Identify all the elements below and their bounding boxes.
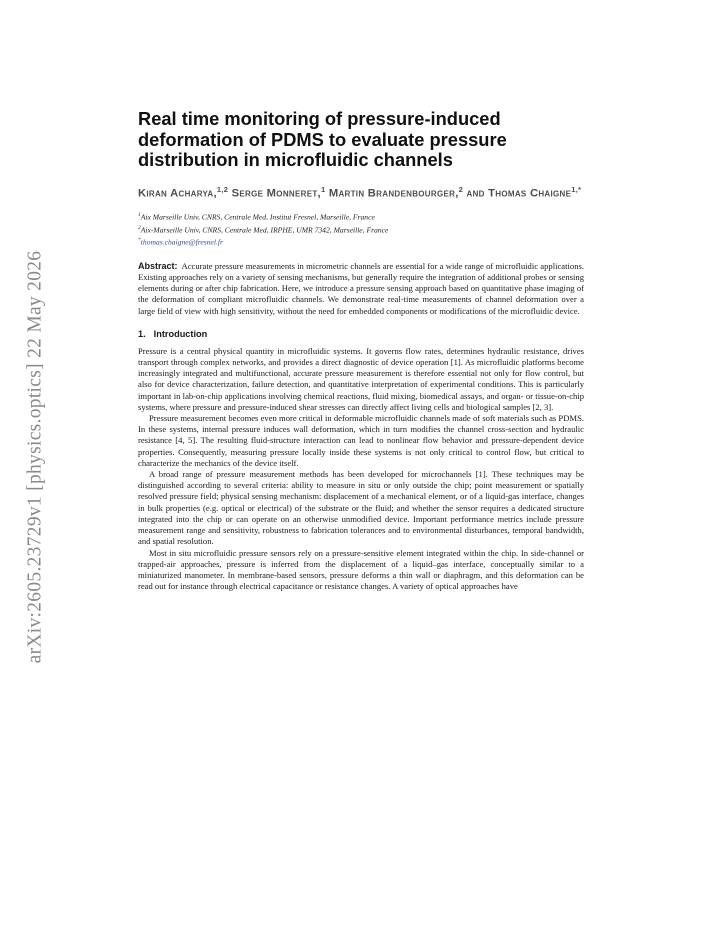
affiliations [138,210,584,248]
corresponding-mark: * [138,237,141,244]
affiliation-line [138,210,584,223]
section-title: Introduction [153,328,208,339]
body-paragraph: Most in situ microfluidic pressure sensors rely on a pressure-sensitive element integrated within the chip. In side-channel or trapped-air approaches, pressure is inferred from the displacement of a liquid–gas interface, conceptually similar to a miniaturized manometer. In membrane-based sensors, pressure deforms a thin wall or diaphragm, and this deformation can be read out for instance through electrical capacitance or resistance changes. A variety of optical approaches have [138,547,584,592]
body-paragraph: A broad range of pressure measurement methods has been developed for microchannels [1]. These techniques may be distinguished according to several criteria: ability to measure in situ or only outside the chip; point measurement or spatially resolved pressure field; physical sensing mechanism: displacement of a mechanical element, or of a liquid-gas interface, changes in bulk properties (e.g. optical or electrical) of the substrate or the fluid; and whether the sensor requires a dedicated structure integrated into the chip or can operate on an otherwise unmodified device. Important performance metrics include pressure measurement range and sensitivity, robustness to fabrication tolerances and to environmental disturbances, temporal bandwidth, and spatial resolution. [138,469,584,547]
section-heading [138,329,584,339]
section-number: 1. [138,328,146,339]
affiliation-text: Aix Marseille Univ, CNRS, Centrale Med, Institut Fresnel, Marseille, France [140,212,375,222]
corresponding-email[interactable] [138,235,584,248]
paper-page [138,109,584,592]
author-list [138,182,584,202]
abstract-text: Accurate pressure measurements in micrometric channels are essential for a wide range of microfluidic applications. Existing approaches rely on a variety of sensing mechanisms, but generally require the integration of additional probes or sensing elements during or after chip fabrication. Here, we introduce a pressure sensing approach based on quantitative phase imaging of the deformation of compliant microfluidic channels. We demonstrate real-time measurements of channel deformation over a large field of view with high sensitivity, without the need for embedded components or modifications of the microfluidic device. [138,260,584,316]
author-affiliation-mark: 1,2 [216,184,229,194]
abstract-label: Abstract: [138,260,178,271]
author-name: Martin Brandenbourger, [325,187,459,200]
body-paragraph: Pressure measurement becomes even more critical in deformable microfluidic channels made of soft materials such as PDMS. In these systems, internal pressure induces wall deformation, which in turn modifies the channel cross-section and hydraulic resistance [4, 5]. The resulting fluid-structure interaction can lead to nonlinear flow behavior and pressure-dependent device properties. Consequently, measuring pressure locally inside these systems is not only critical to control flow, but critical to characterize the mechanics of the device itself. [138,413,584,468]
abstract [138,261,584,317]
body-paragraph: Pressure is a central physical quantity in microfluidic systems. It governs flow rates, determines hydraulic resistance, drives transport through complex networks, and provides a direct diagnostic of device operation [1]. As microfluidic platforms become increasingly integrated and multifunctional, accurate pressure measurement is therefore essential not only for flow control, but also for device characterization, failure detection, and quantitative interpretation of experimental conditions. This is particularly important in lab-on-chip applications involving chemical reactions, fluid mixing, biomedical assays, and organ- or tissue-on-chip systems, where pressure and pressure-induced shear stresses can directly affect living cells and biological samples [2, 3]. [138,345,584,412]
author-name: Serge Monneret, [228,187,321,200]
affiliation-mark: 2 [138,224,141,231]
arxiv-side-identifier [16,217,54,697]
author-name: and Thomas Chaigne [463,187,572,200]
paper-title: Real time monitoring of pressure-induced deformation of PDMS to evaluate pressure distribution in microfluidic channels [138,108,507,170]
affiliation-line [138,223,584,236]
author-affiliation-mark: 1,* [571,184,582,194]
author-name: Kiran Acharya, [138,187,217,200]
affiliation-text: Aix-Marseille Univ, CNRS, Centrale Med, IRPHE, UMR 7342, Marseille, France [140,225,389,235]
arxiv-identifier-text: arXiv:2605.23729v1 [physics.optics] 22 May 2026 [24,250,46,664]
email-link[interactable]: thomas.chaigne@fresnel.fr [140,237,223,247]
author-affiliation-mark: 2 [458,184,464,194]
affiliation-mark: 1 [138,212,141,219]
author-affiliation-mark: 1 [320,184,326,194]
